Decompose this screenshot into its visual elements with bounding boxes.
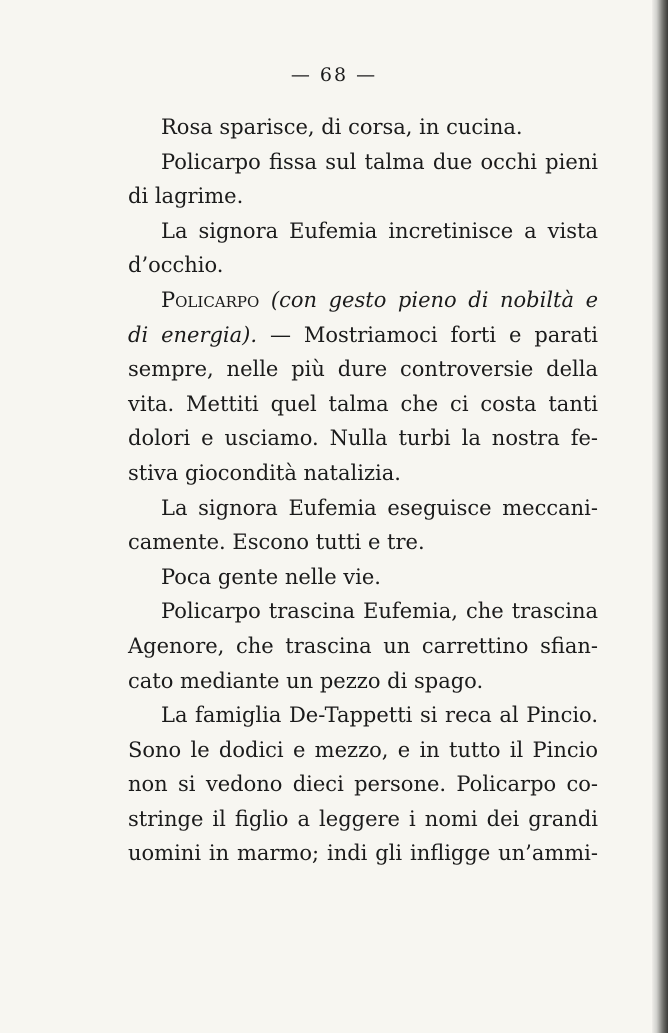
speaker-name: Policarpo — [161, 287, 260, 312]
text-line: Agenore, che trascina un carrettino sfian- — [128, 633, 598, 658]
text-line: camente. Escono tutti e tre. — [128, 530, 425, 555]
text-line: La signora Eufemia eseguisce meccani- — [161, 495, 598, 520]
text-line: stiva giocondità natalizia. — [128, 460, 401, 485]
text-line: La signora Eufemia incretinisce a vista — [161, 218, 598, 243]
text-line: Policarpo fissa sul talma due occhi pieni — [161, 149, 598, 174]
text-line: Rosa sparisce, di corsa, in cucina. — [161, 115, 523, 139]
text-line: Poca gente nelle vie. — [161, 564, 381, 589]
body-text — [128, 110, 598, 871]
page-edge-shadow — [652, 0, 668, 1033]
stage-direction: di energia). — [128, 322, 258, 347]
dialogue-text: — Mostriamoci forti e parati — [257, 322, 598, 347]
dialogue-line — [128, 318, 598, 353]
text-line: dolori e usciamo. Nulla turbi la nostra fe- — [128, 426, 598, 451]
text-line: cato mediante un pezzo di spago. — [128, 668, 484, 693]
text-line: di lagrime. — [128, 184, 244, 209]
text-line: stringe il figlio a leggere i nomi dei grandi — [128, 806, 598, 831]
text-line: d’occhio. — [128, 253, 224, 278]
text-line: La famiglia De-Tappetti si reca al Pincio. — [161, 703, 598, 728]
text-line: non si vedono dieci persone. Policarpo co- — [128, 772, 598, 797]
dialogue-line — [128, 283, 598, 318]
text-line: Sono le dodici e mezzo, e in tutto il Pincio — [128, 737, 598, 762]
stage-direction: (con gesto pieno di nobiltà e — [270, 287, 598, 312]
text-line: uomini in marmo; indi gli infligge un’ammi- — [128, 841, 598, 866]
page-number: — 68 — — [290, 64, 378, 86]
text-line: Policarpo trascina Eufemia, che trascina — [161, 599, 598, 624]
text-line: sempre, nelle più dure controversie della — [128, 357, 598, 382]
text-line: vita. Mettiti quel talma che ci costa tanti — [128, 391, 598, 416]
